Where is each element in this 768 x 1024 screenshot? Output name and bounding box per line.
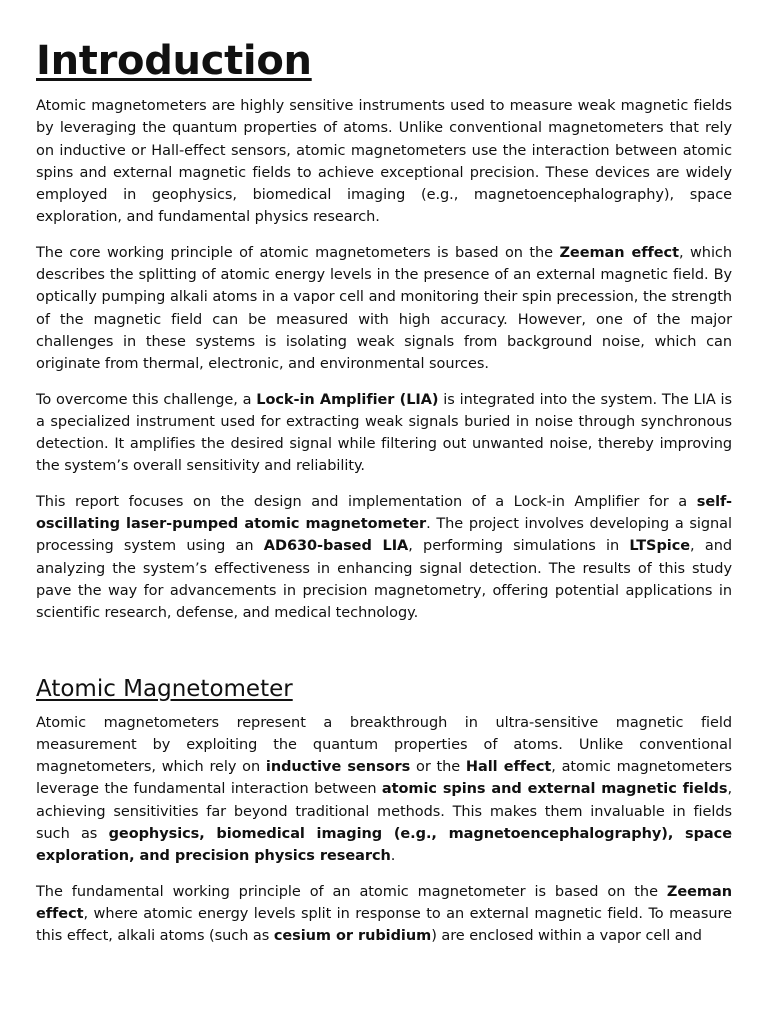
introduction-heading: Introduction — [36, 38, 312, 84]
atomic-spins-term: atomic spins and external magnetic fields — [381, 781, 728, 798]
applications-term: geophysics, biomedical imaging (e.g., magnetoencephalography), space exploration, and precision physics research — [36, 826, 732, 865]
alkali-atoms-term: cesium or rubidium — [273, 928, 432, 945]
hall-effect-term: Hall effect — [465, 759, 552, 776]
atomic-paragraph-2: The fundamental working principle of an atomic magnetometer is based on the Zeeman effect, where atomic energy levels split in response to an external magnetic field. To measure this effect, alkali atoms (such as cesium or rubidium) are enclosed within a vapor cell and — [36, 883, 732, 945]
intro-paragraph-3: To overcome this challenge, a Lock-in Amplifier (LIA) is integrated into the system. The LIA is a specialized instrument used for extracting weak signals buried in noise through synchronous detection. It amplifies the desired signal while filtering out unwanted noise, thereby improving the system’s overall sensitivity and reliability. — [36, 391, 732, 475]
ad630-term: AD630-based LIA — [263, 538, 409, 555]
lia-term: Lock-in Amplifier (LIA) — [256, 391, 439, 408]
intro-paragraph-2: The core working principle of atomic magnetometers is based on the Zeeman effect, which describes the splitting of atomic energy levels in the presence of an external magnetic field. By optically pumping alkali atoms in a vapor cell and monitoring their spin precession, the strength of the magnetic field can be measured with high accuracy. However, one of the major challenges in these systems is isolating weak signals from background noise, which can originate from thermal, electronic, and environmental sources. — [36, 244, 732, 373]
zeeman-effect-term: Zeeman effect — [36, 883, 732, 922]
intro-paragraph-1: Atomic magnetometers are highly sensitive instruments used to measure weak magnetic fields by leveraging the quantum properties of atoms. Unlike conventional magnetometers that rely on inductive or Hall-effect sensors, atomic magnetometers use the interaction between atomic spins and external magnetic fields to achieve exceptional precision. These devices are widely employed in geophysics, biomedical imaging (e.g., magnetoencephalography), space exploration, and fundamental physics research. — [36, 98, 732, 226]
magnetometer-type-term: self-oscillating laser-pumped atomic magnetometer — [36, 493, 732, 533]
ltspice-term: LTSpice — [629, 538, 691, 555]
zeeman-effect-term: Zeeman effect — [559, 244, 679, 261]
intro-paragraph-4: This report focuses on the design and implementation of a Lock-in Amplifier for a self-oscillating laser-pumped atomic magnetometer. The project involves developing a signal processing system using an AD630-based LIA, performing simulations in LTSpice, and analyzing the system’s effectiveness in enhancing signal detection. The results of this study pave the way for advancements in precision magnetometry, offering potential applications in scientific research, defense, and medical technology. — [36, 493, 732, 622]
inductive-sensors-term: inductive sensors — [265, 759, 411, 776]
atomic-magnetometer-heading: Atomic Magnetometer — [36, 675, 293, 702]
atomic-paragraph-1: Atomic magnetometers represent a breakthrough in ultra-sensitive magnetic field measurement by exploiting the quantum properties of atoms. Unlike conventional magnetometers, which rely on inductive sensors or the Hall effect, atomic magnetometers leverage the fundamental interaction between atomic spins and external magnetic fields, achieving sensitivities far beyond traditional methods. This makes them invaluable in fields such as geophysics, biomedical imaging (e.g., magnetoencephalography), space exploration, and precision physics research. — [36, 714, 732, 865]
